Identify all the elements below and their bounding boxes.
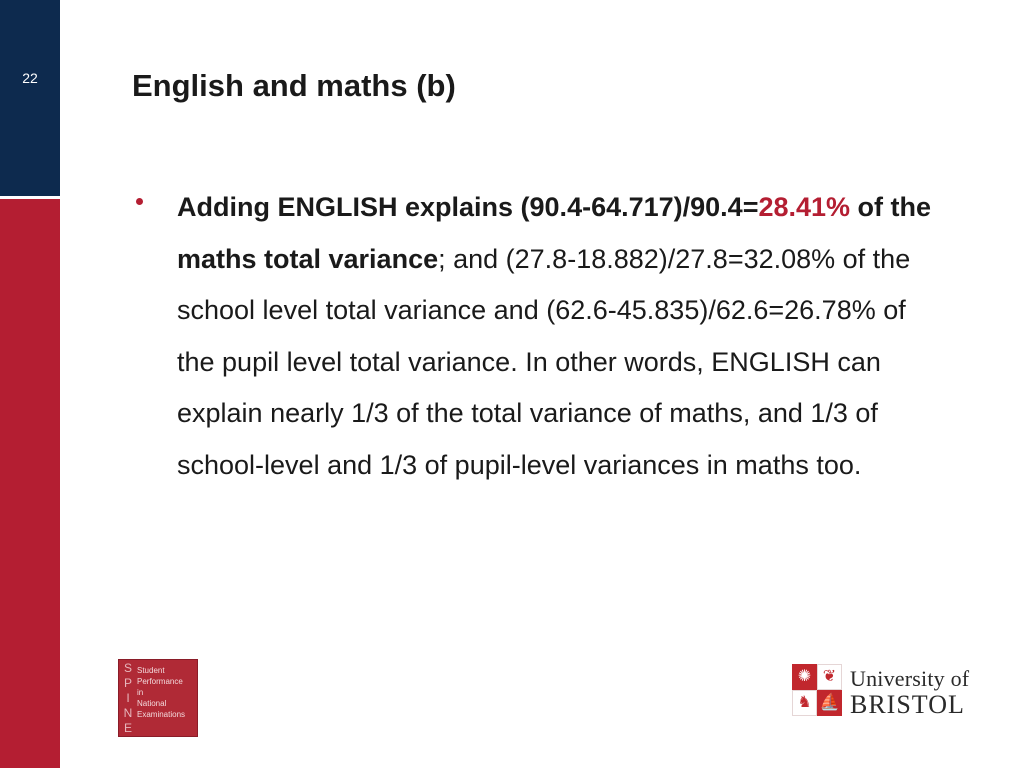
- spine-letter: N: [123, 706, 133, 720]
- spine-acronym: [123, 661, 133, 736]
- bullet-bold-lead: Adding ENGLISH explains (90.4-64.717)/90.4=: [177, 192, 759, 222]
- slide-title: English and maths (b): [132, 68, 456, 103]
- spine-word: Student: [137, 666, 165, 675]
- shield-quarter: [792, 664, 817, 690]
- bullet-list: [136, 182, 936, 491]
- university-of-bristol-logo: [792, 664, 972, 720]
- sidebar-red-block: [0, 199, 60, 768]
- spine-letter: I: [126, 691, 130, 705]
- shield-quarter: [817, 690, 842, 716]
- bristol-label: BRISTOL: [850, 690, 965, 719]
- shield-quarter: [792, 690, 817, 716]
- spine-word: National: [137, 699, 167, 708]
- university-of-label: University of: [850, 666, 970, 691]
- shield-quarter: [817, 664, 842, 690]
- horse-icon: ♞: [797, 694, 812, 711]
- bristol-shield-icon: [792, 664, 842, 716]
- bullet-body: ; and (27.8-18.882)/27.8=32.08% of the school level total variance and (62.6-45.835)/62.6=26.78% of the pupil level total variance. In other words, ENGLISH can explain nearly 1/3 of the total variance of maths, and 1/3 of school-level and 1/3 of pupil-level variances in maths too.: [177, 243, 911, 480]
- slide-number: 22: [22, 70, 38, 86]
- spine-letter: S: [123, 661, 132, 675]
- spine-word: in: [137, 688, 144, 697]
- spine-word: Examinations: [137, 710, 186, 719]
- dolphin-icon: ❦: [822, 668, 837, 685]
- spine-letter: P: [123, 676, 132, 690]
- spine-words: [137, 665, 185, 720]
- bullet-text: [177, 182, 936, 491]
- highlight-percentage: 28.41%: [758, 192, 851, 222]
- spine-letter: E: [123, 721, 132, 735]
- spine-logo: [118, 659, 198, 737]
- bullet-bold-tail: of the maths total variance: [177, 192, 932, 274]
- bullet-icon: [136, 198, 143, 205]
- sidebar-navy-block: [0, 0, 60, 196]
- ship-icon: ⛵: [819, 694, 840, 711]
- sun-icon: ✺: [797, 668, 812, 685]
- spine-word: Performance: [137, 677, 183, 686]
